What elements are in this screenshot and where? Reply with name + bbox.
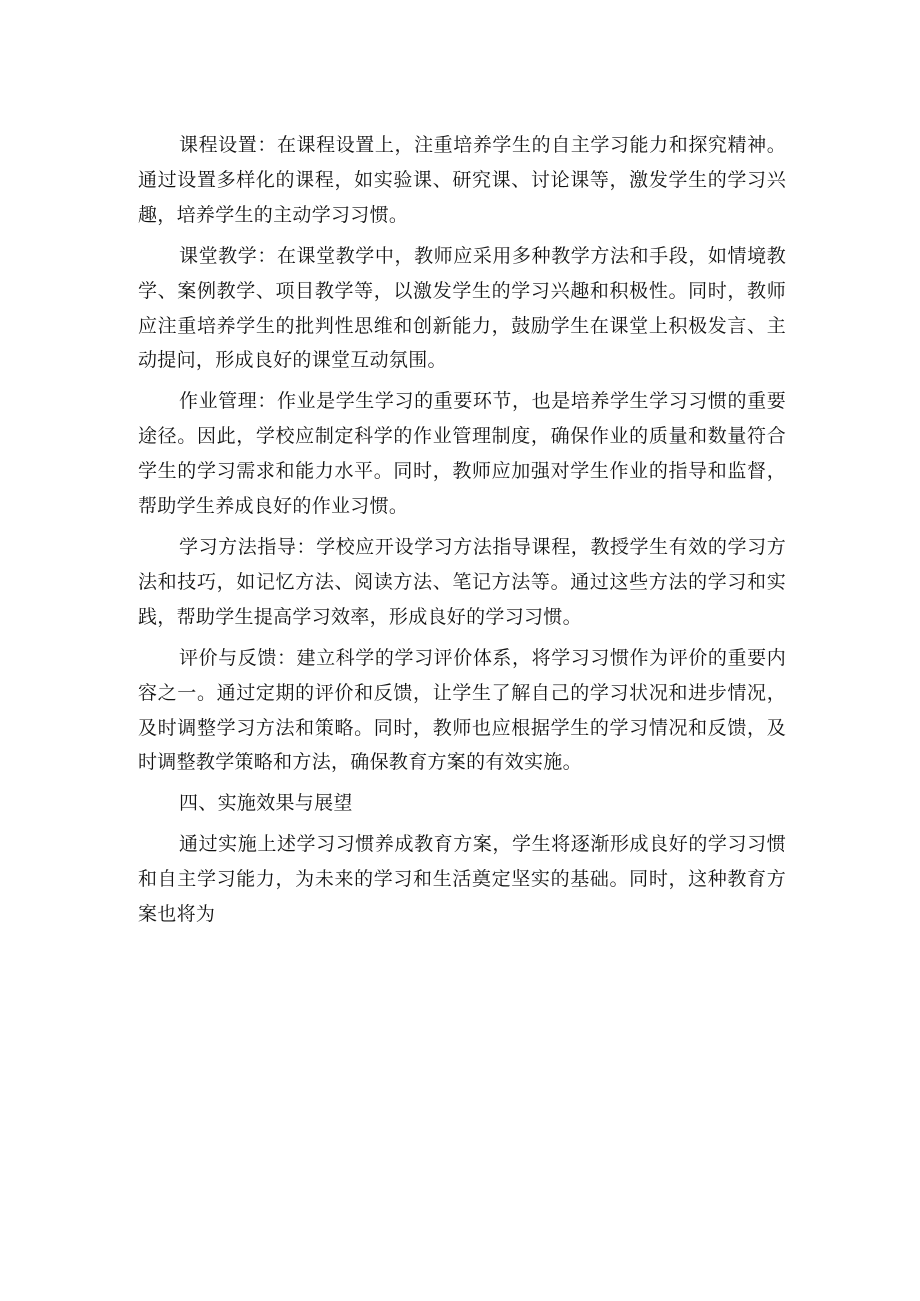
paragraph-closing: 通过实施上述学习习惯养成教育方案，学生将逐渐形成良好的学习习惯和自主学习能力，为未来的学习和生活奠定坚实的基础。同时，这种教育方案也将为 xyxy=(138,833,786,926)
paragraph-classroom-teaching: 课堂教学：在课堂教学中，教师应采用多种教学方法和手段，如情境教学、案例教学、项目教学等，以激发学生的学习兴趣和积极性。同时，教师应注重培养学生的批判性思维和创新能力，鼓励学生在课堂上积极发言、主动提问，形成良好的课堂互动氛围。 xyxy=(138,244,786,372)
section-heading: 四、实施效果与展望 xyxy=(179,792,353,815)
paragraph-learning-methods: 学习方法指导：学校应开设学习方法指导课程，教授学生有效的学习方法和技巧，如记忆方法、阅读方法、笔记方法等。通过这些方法的学习和实践，帮助学生提高学习效率，形成良好的学习习惯。 xyxy=(138,535,786,628)
paragraph-curriculum: 课程设置：在课程设置上，注重培养学生的自主学习能力和探究精神。通过设置多样化的课程，如实验课、研究课、讨论课等，激发学生的学习兴趣，培养学生的主动学习习惯。 xyxy=(138,134,786,226)
paragraph-evaluation-feedback: 评价与反馈：建立科学的学习评价体系，将学习习惯作为评价的重要内容之一。通过定期的评价和反馈，让学生了解自己的学习状况和进步情况，及时调整学习方法和策略。同时，教师也应根据学生的学习情况和反馈，及时调整教学策略和方法，确保教育方案的有效实施。 xyxy=(138,646,786,774)
document-body xyxy=(138,128,786,938)
paragraph-homework-management: 作业管理：作业是学生学习的重要环节，也是培养学生学习习惯的重要途径。因此，学校应制定科学的作业管理制度，确保作业的质量和数量符合学生的学习需求和能力水平。同时，教师应加强对学生作业的指导和监督，帮助学生养成良好的作业习惯。 xyxy=(138,390,786,518)
